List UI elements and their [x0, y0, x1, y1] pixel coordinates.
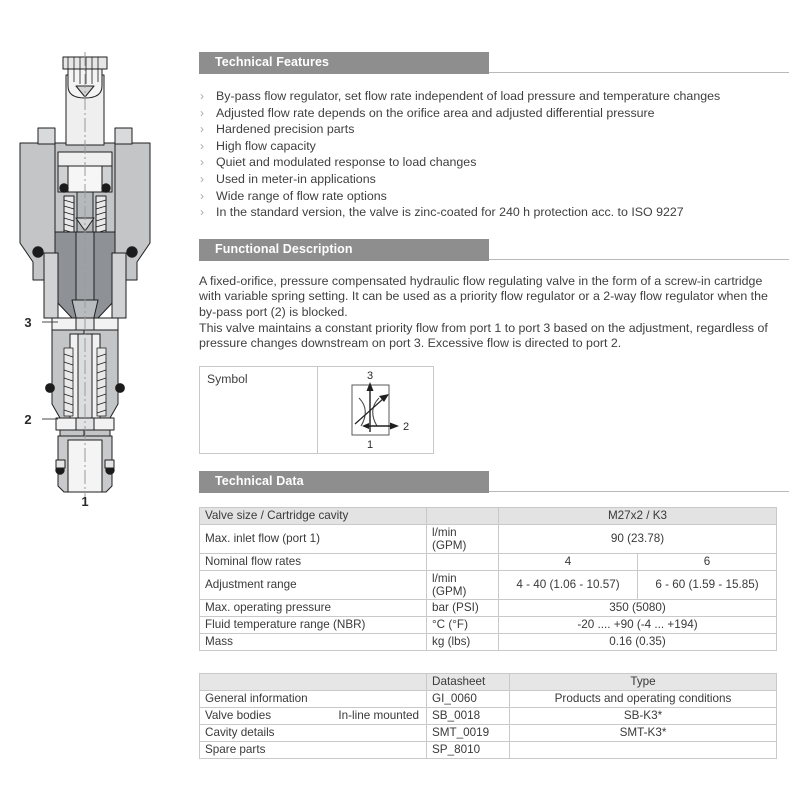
cartridge-skirt-left	[44, 253, 58, 318]
symbol-arrow-right	[390, 422, 399, 429]
feature-item	[199, 154, 800, 171]
drawing-port-label-2: 2	[24, 412, 32, 427]
feature-text: Wide range of flow rate options	[216, 188, 387, 203]
row-value-b: 6	[638, 553, 777, 570]
row-label: Valve size / Cartridge cavity	[200, 507, 427, 524]
table-row	[200, 553, 777, 570]
row-value: M27x2 / K3	[499, 507, 777, 524]
table-row	[200, 690, 777, 707]
symbol-figure-cell	[318, 367, 433, 453]
feature-item	[199, 204, 800, 221]
cartridge-skirt-right	[112, 253, 126, 318]
row-value: -20 .... +90 (-4 ... +194)	[499, 616, 777, 633]
table-header-row	[200, 673, 777, 690]
row-value: 350 (5080)	[499, 599, 777, 616]
oring-upper-left	[60, 184, 68, 192]
oring-body-left	[33, 247, 43, 257]
chevron-right-icon: ›	[200, 155, 204, 170]
spring-lower-right	[97, 348, 106, 416]
valve-drawing-pane	[0, 0, 195, 800]
row-label: Nominal flow rates	[200, 553, 427, 570]
table-row	[200, 599, 777, 616]
doc-datasheet: SP_8010	[427, 741, 510, 758]
table-row	[200, 524, 777, 553]
feature-text: In the standard version, the valve is zinc-coated for 240 h protection acc. to ISO 9227	[216, 205, 684, 220]
chevron-right-icon: ›	[200, 171, 204, 186]
chevron-right-icon: ›	[200, 122, 204, 137]
functional-paragraph-1: A fixed-orifice, pressure compensated hydraulic flow regulating valve in the form of a screw-in cartridge with variable spring setting. It can be used as a priority flow regulator or a 2-way flow regulator when the by-pass port (2) is blocked.	[199, 273, 768, 319]
row-value-b: 6 - 60 (1.59 - 15.85)	[638, 570, 777, 599]
feature-text: Used in meter-in applications	[216, 171, 376, 186]
symbol-box	[199, 366, 434, 454]
row-value: 90 (23.78)	[499, 524, 777, 553]
valve-housing-top-right	[115, 128, 132, 144]
doc-type	[510, 741, 777, 758]
chevron-right-icon: ›	[200, 205, 204, 220]
feature-text: Hardened precision parts	[216, 122, 355, 137]
table-row	[200, 633, 777, 650]
feature-item	[199, 171, 800, 188]
nose-retainer-right	[105, 460, 114, 468]
symbol-port-label-2: 2	[402, 420, 409, 433]
row-unit: bar (PSI)	[427, 599, 499, 616]
row-label: Fluid temperature range (NBR)	[200, 616, 427, 633]
doc-datasheet: SMT_0019	[427, 724, 510, 741]
feature-text: Quiet and modulated response to load changes	[216, 155, 477, 170]
section-header-functional-description	[199, 239, 800, 261]
feature-item	[199, 105, 800, 122]
column-header-blank	[200, 673, 427, 690]
row-unit: °C (°F)	[427, 616, 499, 633]
section-title-technical-data: Technical Data	[215, 473, 304, 488]
table-row	[200, 570, 777, 599]
symbol-label: Symbol	[200, 367, 318, 453]
row-unit: kg (lbs)	[427, 633, 499, 650]
section-header-rule	[489, 491, 789, 492]
content-column	[199, 0, 800, 800]
drawing-port-label-3: 3	[24, 315, 32, 330]
feature-item	[199, 138, 800, 155]
row-label: Max. operating pressure	[200, 599, 427, 616]
row-unit	[427, 507, 499, 524]
drawing-port-label-1: 1	[81, 494, 89, 509]
feature-text: By-pass flow regulator, set flow rate independent of load pressure and temperature changes	[216, 89, 721, 103]
doc-name: Spare parts	[200, 741, 427, 758]
doc-type: SB-K3*	[510, 707, 777, 724]
section-header-technical-data	[199, 471, 800, 493]
column-header-datasheet: Datasheet	[427, 673, 510, 690]
row-unit: l/min (GPM)	[427, 524, 499, 553]
row-value-a: 4	[499, 553, 638, 570]
table-row	[200, 707, 777, 724]
related-documents-table	[199, 673, 777, 759]
valve-housing-top-left	[38, 128, 55, 144]
doc-name: Cavity details	[200, 724, 427, 741]
table-row	[200, 507, 777, 524]
spring-lower-left	[64, 348, 73, 416]
doc-name-sub: In-line mounted	[338, 709, 419, 723]
chevron-right-icon: ›	[200, 188, 204, 203]
row-label: Adjustment range	[200, 570, 427, 599]
functional-description-text	[199, 274, 769, 352]
feature-item	[199, 188, 800, 205]
oring-body-right	[127, 247, 137, 257]
feature-item	[199, 88, 800, 105]
doc-type: Products and operating conditions	[510, 690, 777, 707]
oring-lower-left	[46, 384, 55, 393]
section-header-technical-features	[199, 52, 800, 74]
feature-item	[199, 121, 800, 138]
valve-cross-section-drawing	[0, 0, 195, 800]
row-value-a: 4 - 40 (1.06 - 10.57)	[499, 570, 638, 599]
chevron-right-icon: ›	[200, 138, 204, 153]
functional-paragraph-2: This valve maintains a constant priority flow from port 1 to port 3 based on the adjustment, regardless of pressure changes downstream on port 3. Excessive flow is directed to port 2.	[199, 320, 768, 351]
row-value: 0.16 (0.35)	[499, 633, 777, 650]
hydraulic-symbol-graphic	[337, 368, 415, 452]
row-label: Mass	[200, 633, 427, 650]
table-row	[200, 741, 777, 758]
oring-lower-right	[116, 384, 125, 393]
nose-retainer-left	[56, 460, 65, 468]
section-header-rule	[489, 72, 789, 73]
symbol-port-label-3: 3	[366, 369, 373, 382]
technical-features-list	[199, 88, 800, 221]
section-header-rule	[489, 259, 789, 260]
column-header-type: Type	[510, 673, 777, 690]
table-row	[200, 724, 777, 741]
section-title-functional-description: Functional Description	[215, 241, 353, 256]
doc-type: SMT-K3*	[510, 724, 777, 741]
row-unit	[427, 553, 499, 570]
row-label: Max. inlet flow (port 1)	[200, 524, 427, 553]
feature-text: Adjusted flow rate depends on the orifice area and adjusted differential pressure	[216, 105, 655, 120]
technical-data-table	[199, 507, 777, 651]
section-title-technical-features: Technical Features	[215, 55, 330, 69]
oring-upper-right	[102, 184, 110, 192]
doc-datasheet: SB_0018	[427, 707, 510, 724]
doc-name-cell	[200, 707, 427, 724]
chevron-right-icon: ›	[200, 105, 204, 120]
doc-name: Valve bodies	[205, 709, 272, 723]
chevron-right-icon: ›	[200, 89, 204, 103]
doc-name: General information	[200, 690, 427, 707]
doc-datasheet: GI_0060	[427, 690, 510, 707]
table-row	[200, 616, 777, 633]
feature-text: High flow capacity	[216, 138, 316, 153]
row-unit: l/min (GPM)	[427, 570, 499, 599]
symbol-port-label-1: 1	[366, 438, 373, 451]
